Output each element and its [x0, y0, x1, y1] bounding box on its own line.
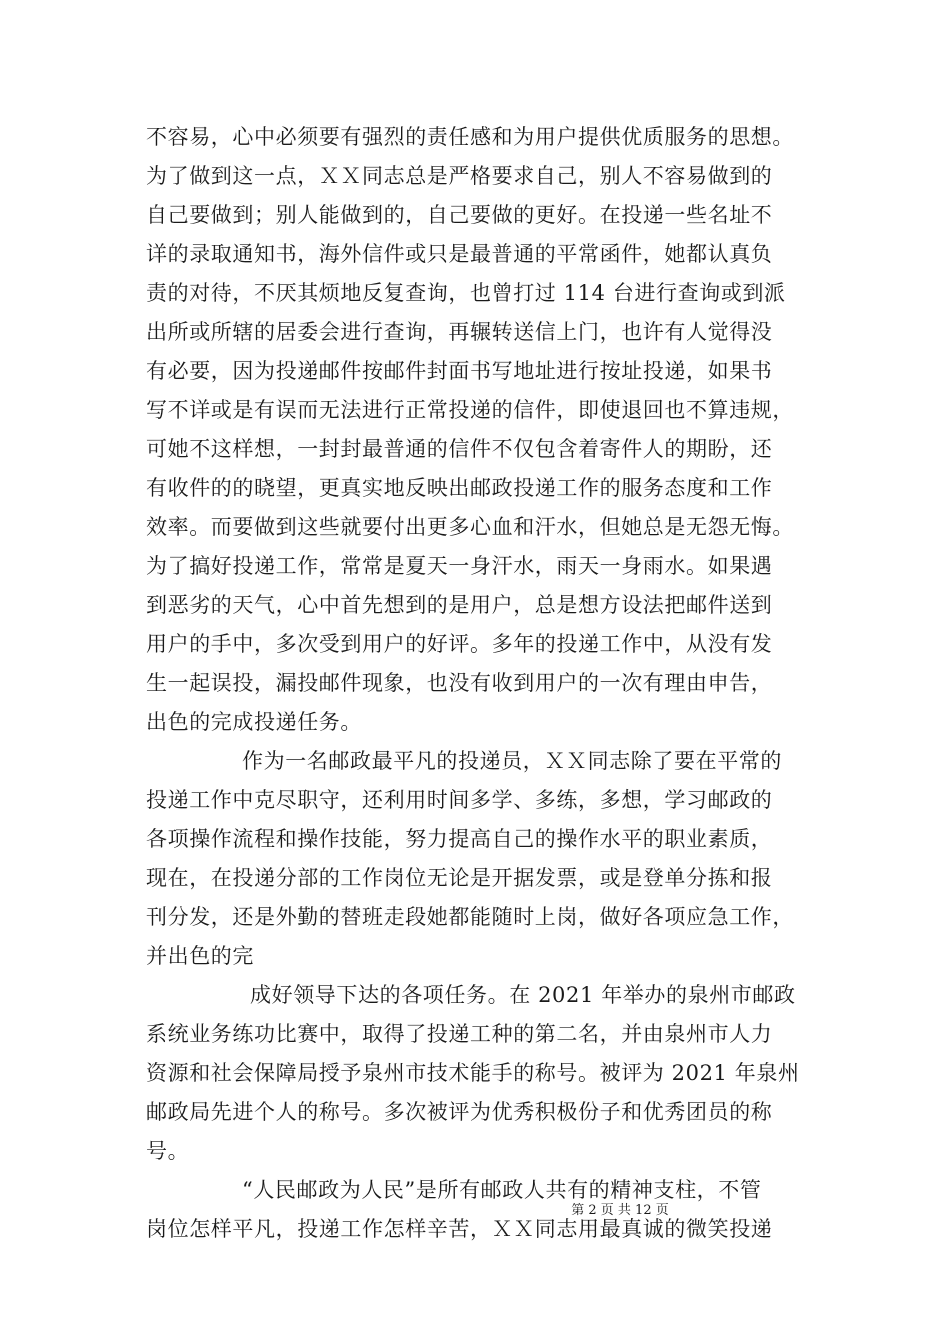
text-line: 成好领导下达的各项任务。在 2021 年举办的泉州市邮政: [250, 983, 796, 1007]
text-line: 出所或所辖的居委会进行查询，再辗转送信上门，也许有人觉得没: [146, 320, 773, 344]
body-text: [146, 118, 810, 1249]
text-line: 生一起误投，漏投邮件现象，也没有收到用户的一次有理由申告，: [146, 671, 773, 695]
text-line: 不容易，心中必须要有强烈的责任感和为用户提供优质服务的思想。: [146, 125, 794, 149]
text-line: 效率。而要做到这些就要付出更多心血和汗水，但她总是无怨无悔。: [146, 515, 794, 539]
text-line: 号。: [146, 1139, 190, 1163]
text-line: 系统业务练功比赛中，取得了投递工种的第二名，并由泉州市人力: [146, 1022, 773, 1046]
text-line: 岗位怎样平凡，投递工作怎样辛苦，ＸＸ同志用最真诚的微笑投递: [146, 1217, 773, 1241]
paragraph-3: [146, 976, 810, 1171]
paragraph-1: [146, 118, 810, 742]
text-line: 写不详或是有误而无法进行正常投递的信件，即使退回也不算违规，: [146, 398, 794, 422]
text-line: 各项操作流程和操作技能，努力提高自己的操作水平的职业素质，: [146, 827, 773, 851]
text-line: 资源和社会保障局授予泉州市技术能手的称号。被评为 2021 年泉州: [146, 1061, 800, 1085]
text-line: 可她不这样想，一封封最普通的信件不仅包含着寄件人的期盼，还: [146, 437, 773, 461]
text-line: 现在，在投递分部的工作岗位无论是开据发票，或是登单分拣和报: [146, 866, 773, 890]
text-line: 有收件的的晓望，更真实地反映出邮政投递工作的服务态度和工作: [146, 476, 773, 500]
paragraph-2: [146, 742, 810, 976]
text-line: 到恶劣的天气，心中首先想到的是用户，总是想方设法把邮件送到: [146, 593, 773, 617]
text-line: 为了做到这一点，ＸＸ同志总是严格要求自己，别人不容易做到的: [146, 164, 773, 188]
text-line: 并出色的完: [146, 944, 254, 968]
text-line: 邮政局先进个人的称号。多次被评为优秀积极份子和优秀团员的称: [146, 1100, 773, 1124]
text-line: 刊分发，还是外勤的替班走段她都能随时上岗，做好各项应急工作，: [146, 905, 794, 929]
text-line: 投递工作中克尽职守，还利用时间多学、多练，多想，学习邮政的: [146, 788, 773, 812]
text-line: 详的录取通知书，海外信件或只是最普通的平常函件，她都认真负: [146, 242, 773, 266]
text-line: 出色的完成投递任务。: [146, 710, 362, 734]
text-line: 用户的手中，多次受到用户的好评。多年的投递工作中，从没有发: [146, 632, 773, 656]
text-line: 有必要，因为投递邮件按邮件封面书写地址进行按址投递，如果书: [146, 359, 773, 383]
text-line: 为了搞好投递工作，常常是夏天一身汗水，雨天一身雨水。如果遇: [146, 554, 773, 578]
text-line: 自己要做到；别人能做到的，自己要做的更好。在投递一些名址不: [146, 203, 773, 227]
text-line: “人民邮政为人民”是所有邮政人共有的精神支柱，不管: [242, 1178, 762, 1202]
page-footer: [0, 1202, 950, 1220]
text-line: 作为一名邮政最平凡的投递员，ＸＸ同志除了要在平常的: [242, 749, 782, 773]
page-number: 第 2 页 共 12 页: [571, 1203, 669, 1218]
text-line: 责的对待，不厌其烦地反复查询，也曾打过 114 台进行查询或到派: [146, 281, 786, 305]
